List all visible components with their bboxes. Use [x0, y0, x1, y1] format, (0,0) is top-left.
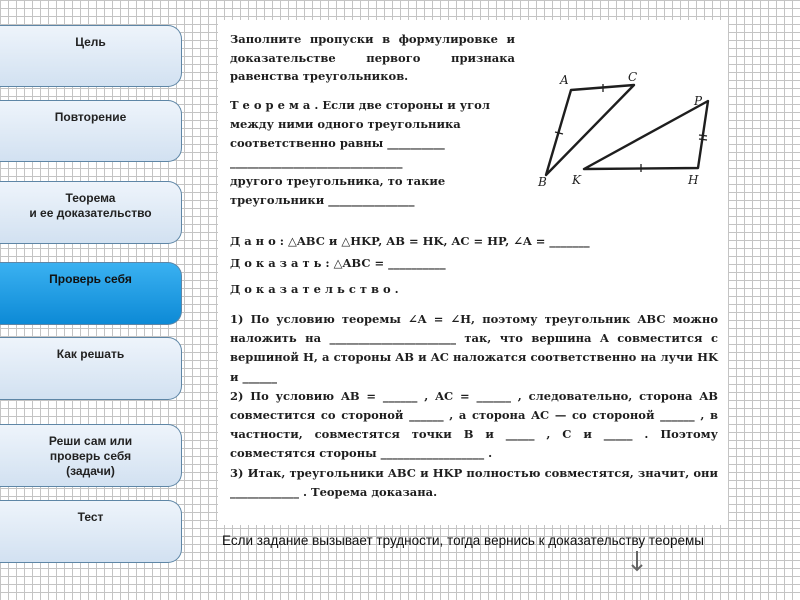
theorem-line-4: треугольники _______________ [230, 193, 415, 207]
prove-line: Д о к а з а т ь : △ABC = __________ [230, 256, 446, 270]
nav-check-yourself-button[interactable] [0, 262, 182, 325]
vertex-p-label: P [694, 94, 703, 108]
textbook-page [218, 20, 728, 525]
vertex-c-label: C [628, 70, 638, 84]
nav-goal-label: Цель [75, 35, 106, 49]
triangles-diagram [536, 68, 721, 193]
theorem-line-2: ______________________________ [230, 155, 403, 169]
proof-step-2: 2) По условию AB = ______ , AC = ______ , следовательно, сторона AB совместится со стороной ______ , а сторона AC — со стороной ______ , в частности, совместятся точки B и _____ , C и _____ . Поэтому совместятся стороны __________________ . [230, 388, 718, 461]
theorem-line-1: Т е о р е м а . Если две стороны и угол между ними одного треугольника соответственно равны __________ [230, 98, 490, 150]
nav-goal-button[interactable] [0, 25, 182, 87]
task-text: Заполните пропуски в формулировке и доказательстве первого признака равенства треугольников. [230, 32, 515, 83]
nav-review-label: Повторение [54, 110, 127, 124]
nav-test-button[interactable] [0, 500, 182, 563]
nav-theorem-button[interactable] [0, 181, 182, 244]
vertex-a-label: A [560, 73, 569, 87]
vertex-k-label: K [572, 173, 581, 187]
nav-theorem-label: Теорема и ее доказательство [29, 191, 152, 220]
nav-how-to-solve-label: Как решать [56, 347, 125, 361]
proof-step-1: 1) По условию теоремы ∠A = ∠H, поэтому треугольник ABC можно наложить на ______________________ так, что вершина A совместится с вершиной H, а стороны AB и AC наложатся соответственно на лучи HK и ______ [230, 312, 718, 384]
given-line: Д а н о : △ABC и △HKP, AB = HK, AC = HP, ∠A = _______ [230, 234, 590, 248]
cursor-arrow-icon [630, 550, 644, 572]
nav-solve-yourself-label: Реши сам или проверь себя (задачи) [48, 434, 133, 478]
proof-title: Д о к а з а т е л ь с т в о . [230, 282, 399, 296]
triangle-hkp [584, 101, 708, 169]
nav-review-button[interactable] [0, 100, 182, 162]
proof-step-3: 3) Итак, треугольники ABC и HKP полностью совместятся, значит, они ____________ . Теорема доказана. [230, 465, 718, 499]
theorem-statement [230, 96, 515, 210]
vertex-b-label: B [538, 175, 547, 189]
proof-body [230, 310, 718, 502]
nav-solve-yourself-button[interactable] [0, 424, 182, 487]
hint-text: Если задание вызывает трудности, тогда вернись к доказательству теоремы [222, 533, 704, 548]
nav-test-label: Тест [77, 510, 104, 524]
vertex-h-label: H [688, 173, 699, 187]
triangle-abc [546, 85, 634, 175]
nav-check-yourself-label: Проверь себя [49, 272, 132, 286]
nav-how-to-solve-button[interactable] [0, 337, 182, 400]
theorem-line-3: другого треугольника, то такие [230, 174, 446, 188]
